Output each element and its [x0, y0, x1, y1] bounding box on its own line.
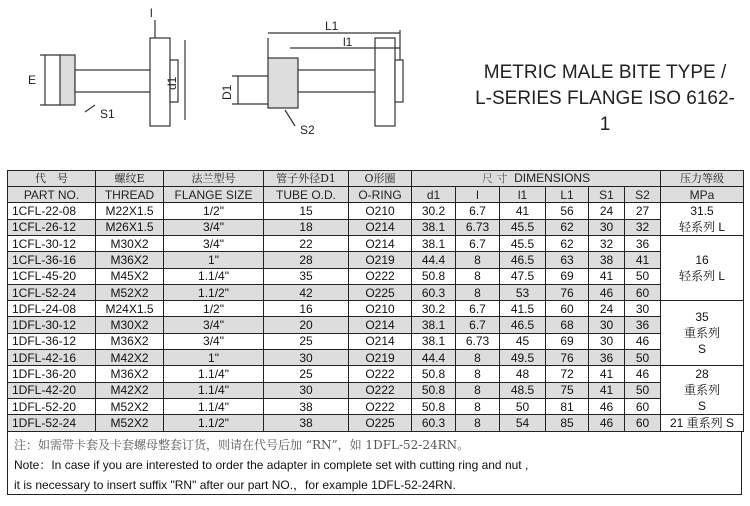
- cell-tube-od: 20: [264, 317, 349, 333]
- cell-L1: 68: [546, 317, 589, 333]
- cell-d1: 50.8: [412, 399, 456, 415]
- cell-thread: M52X2: [96, 415, 164, 432]
- cell-thread: M42X2: [96, 382, 164, 398]
- cell-thread: M36X2: [96, 252, 164, 268]
- header-S1: S1: [589, 187, 625, 203]
- cell-flange-size: 1.1/4": [164, 366, 264, 382]
- cell-l: 6.7: [456, 317, 500, 333]
- cell-d1: 38.1: [412, 333, 456, 349]
- cell-tube-od: 22: [264, 236, 349, 252]
- cell-l1: 46.5: [500, 317, 546, 333]
- cell-l: 8: [456, 268, 500, 284]
- cell-tube-od: 38: [264, 415, 349, 432]
- label-L1: L1: [325, 19, 339, 33]
- cell-l1: 48.5: [500, 382, 546, 398]
- header-dimensions: [412, 171, 661, 187]
- cell-l1: 47.5: [500, 268, 546, 284]
- cell-S2: 46: [625, 366, 661, 382]
- cell-part-no: 1DFL-52-24: [8, 415, 96, 432]
- cell-S2: 60: [625, 399, 661, 415]
- cell-thread: M45X2: [96, 268, 164, 284]
- table-row: [8, 219, 744, 236]
- cell-thread: M26X1.5: [96, 219, 164, 236]
- cell-S2: 50: [625, 382, 661, 398]
- cell-o-ring: O219: [349, 350, 412, 366]
- cell-l1: 45.5: [500, 219, 546, 236]
- cell-o-ring: O222: [349, 268, 412, 284]
- cell-flange-size: 1.1/4": [164, 399, 264, 415]
- cell-S1: 30: [589, 219, 625, 236]
- cell-thread: M36X2: [96, 366, 164, 382]
- header-pressure-cn: 压力等级: [661, 171, 744, 187]
- cell-d1: 50.8: [412, 382, 456, 398]
- cell-thread: M52X2: [96, 399, 164, 415]
- cell-l1: 50: [500, 399, 546, 415]
- cell-flange-size: 1.1/4": [164, 268, 264, 284]
- cell-o-ring: O214: [349, 236, 412, 252]
- cell-l1: 45.5: [500, 236, 546, 252]
- cell-part-no: 1DFL-36-12: [8, 333, 96, 349]
- table-row: [8, 350, 744, 366]
- table-row: [8, 333, 744, 349]
- cell-tube-od: 25: [264, 366, 349, 382]
- cell-tube-od: 30: [264, 350, 349, 366]
- cell-part-no: 1CFL-30-12: [8, 236, 96, 252]
- cell-S2: 50: [625, 268, 661, 284]
- fitting-technical-drawings: [0, 0, 480, 165]
- cell-L1: 62: [546, 219, 589, 236]
- cell-l1: 49.5: [500, 350, 546, 366]
- cell-l: 8: [456, 415, 500, 432]
- header-flange-cn: 法兰型号: [164, 171, 264, 187]
- label-E: E: [28, 73, 37, 87]
- cell-tube-od: 18: [264, 219, 349, 236]
- cell-d1: 44.4: [412, 252, 456, 268]
- cell-part-no: 1DFL-30-12: [8, 317, 96, 333]
- title-line-2: L-SERIES FLANGE ISO 6162-1: [475, 88, 735, 135]
- cell-tube-od: 35: [264, 268, 349, 284]
- cell-part-no: 1DFL-42-16: [8, 350, 96, 366]
- note-cn: 注：如需带卡套及卡套螺母整套订货，则请在代号后加 “RN”，如 1DFL-52-24RN。: [14, 438, 470, 452]
- cell-l: 8: [456, 252, 500, 268]
- cell-part-no: 1CFL-36-16: [8, 252, 96, 268]
- header-thread-cn: 螺纹E: [96, 171, 164, 187]
- cell-S1: 30: [589, 333, 625, 349]
- cell-thread: M30X2: [96, 317, 164, 333]
- cell-S1: 32: [589, 236, 625, 252]
- label-S1: S1: [100, 107, 115, 121]
- table-row: [8, 366, 744, 382]
- header-S2: S2: [625, 187, 661, 203]
- cell-flange-size: 1/2": [164, 301, 264, 317]
- page-title: [470, 60, 740, 138]
- cell-L1: 81: [546, 399, 589, 415]
- cell-tube-od: 16: [264, 301, 349, 317]
- table-row: [8, 252, 744, 268]
- cell-d1: 60.3: [412, 284, 456, 300]
- table-row: [8, 203, 744, 220]
- cell-l1: 45: [500, 333, 546, 349]
- cell-S1: 24: [589, 203, 625, 220]
- cell-S2: 30: [625, 301, 661, 317]
- label-d1: d1: [165, 76, 179, 90]
- title-line-1: METRIC MALE BITE TYPE /: [483, 62, 727, 83]
- cell-thread: M36X2: [96, 333, 164, 349]
- header-flange-en: FLANGE SIZE: [164, 187, 264, 203]
- cell-S1: 46: [589, 415, 625, 432]
- cell-L1: 76: [546, 284, 589, 300]
- cell-l1: 48: [500, 366, 546, 382]
- pressure-line: 轻系列 L: [678, 220, 725, 234]
- pressure-line: 31.5: [690, 204, 714, 218]
- cell-l: 6.7: [456, 203, 500, 220]
- label-D1: D1: [220, 84, 234, 100]
- cell-L1: 62: [546, 236, 589, 252]
- header-l1: l1: [500, 187, 546, 203]
- cell-S1: 30: [589, 317, 625, 333]
- note-en-2: it is necessary to insert suffix "RN" after our part NO.，for example 1DFL-52-24RN.: [14, 478, 456, 492]
- cell-l1: 54: [500, 415, 546, 432]
- cell-l: 6.7: [456, 236, 500, 252]
- pressure-line: 28: [695, 367, 709, 382]
- cell-S2: 36: [625, 317, 661, 333]
- header-thread-en: THREAD: [96, 187, 164, 203]
- cell-S2: 32: [625, 219, 661, 236]
- cell-d1: 60.3: [412, 415, 456, 432]
- cell-part-no: 1CFL-22-08: [8, 203, 96, 220]
- cell-flange-size: 1": [164, 252, 264, 268]
- cell-o-ring: O210: [349, 203, 412, 220]
- cell-d1: 50.8: [412, 366, 456, 382]
- cell-o-ring: O214: [349, 219, 412, 236]
- cell-o-ring: O222: [349, 399, 412, 415]
- cell-d1: 30.2: [412, 203, 456, 220]
- cell-part-no: 1CFL-26-12: [8, 219, 96, 236]
- header-tube-cn: 管子外径D1: [264, 171, 349, 187]
- spec-table: [7, 170, 744, 432]
- table-row: [8, 317, 744, 333]
- label-l: l: [150, 6, 153, 20]
- cell-flange-size: 3/4": [164, 333, 264, 349]
- cell-l: 8: [456, 366, 500, 382]
- cell-S2: 27: [625, 203, 661, 220]
- cell-S2: 46: [625, 333, 661, 349]
- header-dim-cn: 尺 寸: [481, 172, 508, 185]
- cell-pressure: [661, 236, 744, 301]
- cell-o-ring: O219: [349, 252, 412, 268]
- cell-flange-size: 1.1/2": [164, 284, 264, 300]
- cell-tube-od: 42: [264, 284, 349, 300]
- cell-flange-size: 1/2": [164, 203, 264, 220]
- cell-L1: 72: [546, 366, 589, 382]
- cell-o-ring: O225: [349, 415, 412, 432]
- cell-L1: 75: [546, 382, 589, 398]
- table-row: [8, 399, 744, 415]
- cell-d1: 38.1: [412, 236, 456, 252]
- cell-flange-size: 3/4": [164, 219, 264, 236]
- cell-l: 8: [456, 399, 500, 415]
- cell-S2: 60: [625, 284, 661, 300]
- cell-d1: 44.4: [412, 350, 456, 366]
- cell-d1: 50.8: [412, 268, 456, 284]
- cell-tube-od: 28: [264, 252, 349, 268]
- cell-S1: 41: [589, 268, 625, 284]
- cell-d1: 30.2: [412, 301, 456, 317]
- table-row: [8, 268, 744, 284]
- header-tube-en: TUBE O.D.: [264, 187, 349, 203]
- cell-tube-od: 30: [264, 382, 349, 398]
- pressure-line: 16: [695, 253, 709, 268]
- cell-part-no: 1DFL-42-20: [8, 382, 96, 398]
- cell-pressure: [661, 415, 744, 432]
- cell-l1: 41.5: [500, 301, 546, 317]
- cell-S2: 50: [625, 350, 661, 366]
- header-l: l: [456, 187, 500, 203]
- pressure-line: S: [697, 342, 706, 357]
- cell-o-ring: O222: [349, 382, 412, 398]
- pressure-line: 重系列: [683, 383, 720, 398]
- cell-thread: M22X1.5: [96, 203, 164, 220]
- cell-thread: M52X2: [96, 284, 164, 300]
- table-row: [8, 382, 744, 398]
- cell-part-no: 1CFL-45-20: [8, 268, 96, 284]
- header-part-cn: 代 号: [8, 171, 96, 187]
- table-row: [8, 415, 744, 432]
- cell-S2: 60: [625, 415, 661, 432]
- header-d1: d1: [412, 187, 456, 203]
- cell-L1: 76: [546, 350, 589, 366]
- cell-thread: M30X2: [96, 236, 164, 252]
- pressure-line: 21 重系列 S: [669, 416, 735, 431]
- cell-S1: 38: [589, 252, 625, 268]
- cell-l: 6.73: [456, 333, 500, 349]
- cell-S1: 41: [589, 366, 625, 382]
- header-part-en: PART NO.: [8, 187, 96, 203]
- cell-o-ring: O225: [349, 284, 412, 300]
- cell-tube-od: 38: [264, 399, 349, 415]
- cell-l: 8: [456, 350, 500, 366]
- cell-pressure: [661, 203, 744, 236]
- cell-S1: 46: [589, 284, 625, 300]
- cell-d1: 38.1: [412, 317, 456, 333]
- header-oring-cn: O形圈: [349, 171, 412, 187]
- pressure-line: 轻系列 L: [678, 269, 725, 284]
- cell-L1: 63: [546, 252, 589, 268]
- cell-L1: 56: [546, 203, 589, 220]
- cell-S2: 41: [625, 252, 661, 268]
- cell-S2: 36: [625, 236, 661, 252]
- cell-l1: 46.5: [500, 252, 546, 268]
- header-dim-en: DIMENSIONS: [514, 171, 591, 185]
- cell-l: 6.73: [456, 219, 500, 236]
- cell-o-ring: O214: [349, 317, 412, 333]
- cell-o-ring: O214: [349, 333, 412, 349]
- cell-l: 6.7: [456, 301, 500, 317]
- header-L1: L1: [546, 187, 589, 203]
- cell-S1: 24: [589, 301, 625, 317]
- pressure-line: 35: [695, 310, 709, 325]
- cell-part-no: 1DFL-24-08: [8, 301, 96, 317]
- cell-flange-size: 3/4": [164, 317, 264, 333]
- note-en-1: Note：In case if you are interested to order the adapter in complete set with cutting ring and nut ,: [14, 458, 529, 472]
- cell-thread: M42X2: [96, 350, 164, 366]
- cell-o-ring: O210: [349, 301, 412, 317]
- table-row: [8, 301, 744, 317]
- cell-flange-size: 3/4": [164, 236, 264, 252]
- cell-S1: 46: [589, 399, 625, 415]
- cell-l1: 53: [500, 284, 546, 300]
- cell-flange-size: 1.1/2": [164, 415, 264, 432]
- cell-part-no: 1DFL-36-20: [8, 366, 96, 382]
- cell-tube-od: 25: [264, 333, 349, 349]
- cell-S1: 41: [589, 382, 625, 398]
- cell-l: 8: [456, 382, 500, 398]
- cell-l1: 41: [500, 203, 546, 220]
- cell-part-no: 1CFL-52-24: [8, 284, 96, 300]
- cell-part-no: 1DFL-52-20: [8, 399, 96, 415]
- cell-L1: 60: [546, 301, 589, 317]
- cell-pressure: [661, 366, 744, 415]
- notes: [7, 431, 742, 495]
- cell-L1: 85: [546, 415, 589, 432]
- cell-L1: 69: [546, 333, 589, 349]
- cell-l: 8: [456, 284, 500, 300]
- cell-pressure: [661, 301, 744, 366]
- cell-d1: 38.1: [412, 219, 456, 236]
- cell-flange-size: 1.1/4": [164, 382, 264, 398]
- table-row: [8, 284, 744, 300]
- cell-flange-size: 1": [164, 350, 264, 366]
- header-pressure-en: MPa: [661, 187, 744, 203]
- cell-L1: 69: [546, 268, 589, 284]
- header-oring-en: O-RING: [349, 187, 412, 203]
- pressure-line: 重系列: [683, 326, 720, 341]
- cell-tube-od: 15: [264, 203, 349, 220]
- label-l1: l1: [343, 35, 353, 49]
- cell-thread: M24X1.5: [96, 301, 164, 317]
- cell-S1: 36: [589, 350, 625, 366]
- label-S2: S2: [300, 123, 315, 137]
- table-row: [8, 236, 744, 252]
- cell-o-ring: O222: [349, 366, 412, 382]
- pressure-line: S: [697, 399, 706, 414]
